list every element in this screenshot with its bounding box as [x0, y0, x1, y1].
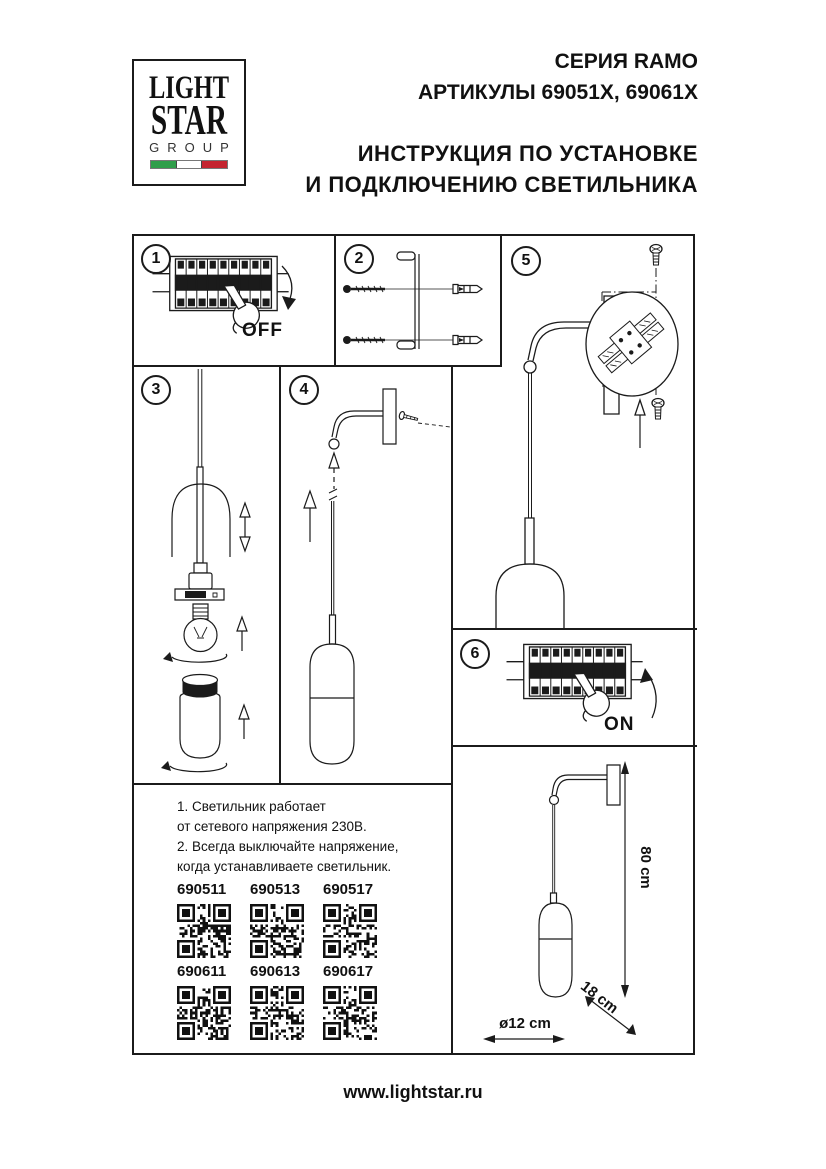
socket-cap — [194, 563, 207, 573]
article-number: 690611 — [177, 963, 227, 980]
instruction-title-line2: И ПОДКЛЮЧЕНИЮ СВЕТИЛЬНИКА — [305, 172, 698, 197]
screw-icon — [343, 336, 385, 344]
hanging-sketch — [280, 367, 452, 785]
lamp-stem — [553, 805, 555, 893]
light-bulb-icon — [184, 619, 217, 652]
screw-icon — [343, 285, 385, 293]
ball-joint — [329, 439, 339, 449]
up-arrow-icon — [304, 491, 316, 508]
qr-code — [323, 904, 377, 958]
step-4-panel-hanging — [280, 367, 452, 785]
capsule-shade — [310, 644, 354, 764]
circuit-breaker-icon — [153, 256, 289, 310]
wall-plate — [383, 389, 396, 444]
article-number: 690513 — [250, 881, 301, 898]
stem-connector — [330, 615, 336, 644]
note-line: 2. Всегда выключайте напряжение, — [177, 839, 399, 854]
step-5-panel-wall-mounting — [452, 236, 697, 630]
up-arrow-icon — [635, 400, 645, 415]
lamp-stem — [529, 373, 532, 518]
stem-connector — [551, 893, 557, 903]
logo-word-group: GROUP — [149, 140, 237, 155]
screw-icon — [399, 411, 419, 423]
socket-body — [189, 573, 212, 589]
up-down-arrow-icon — [240, 503, 250, 517]
suspension-cord — [198, 369, 202, 467]
qr-code — [323, 986, 377, 1040]
diameter-dimension: ø12 cm — [499, 1015, 551, 1032]
bracket-flange-top — [397, 252, 415, 260]
note-line: когда устанавливаете светильник. — [177, 859, 392, 874]
wall-plate — [607, 765, 620, 805]
diagram-grid — [132, 234, 695, 1055]
assembly-sketch — [134, 367, 280, 785]
cord-break-mark — [329, 489, 337, 500]
article-qr — [177, 881, 231, 958]
header-text — [305, 50, 698, 198]
step-6-panel-breaker-on — [452, 630, 697, 747]
flag-red — [202, 161, 227, 168]
article-qr — [177, 963, 231, 1040]
qr-code — [250, 904, 304, 958]
glass-cylinder — [180, 697, 220, 758]
step-number-badge: 2 — [344, 244, 374, 274]
article-qr — [250, 881, 304, 958]
qr-row-2 — [177, 963, 377, 1040]
up-arrow-icon — [329, 453, 339, 468]
qr-code — [177, 904, 231, 958]
step-1-panel-breaker-off — [134, 236, 335, 367]
notes-panel — [134, 785, 452, 1057]
stem-connector — [525, 518, 534, 564]
safety-notes — [177, 797, 398, 877]
lightstar-logo — [132, 59, 246, 186]
suspension-cord — [332, 501, 334, 615]
step-number-badge: 3 — [141, 375, 171, 405]
screw-icon — [650, 245, 662, 266]
note-line: от сетевого напряжения 230В. — [177, 819, 367, 834]
series-title: СЕРИЯ RAMO — [554, 50, 698, 73]
article-number: 690613 — [250, 963, 301, 980]
height-dimension: 80 cm — [636, 846, 654, 889]
italian-flag-icon — [150, 160, 228, 169]
lamp-arm — [552, 775, 607, 795]
on-label: ON — [604, 714, 635, 735]
ball-joint — [524, 361, 536, 373]
article-qr — [323, 881, 377, 958]
qr-row-1 — [177, 881, 377, 958]
qr-code — [250, 986, 304, 1040]
article-number: 690617 — [323, 963, 374, 980]
step-number-badge: 5 — [511, 246, 541, 276]
logo-word-light: LIGHT — [148, 70, 230, 106]
ball-joint — [550, 796, 559, 805]
dome-shade — [496, 564, 564, 628]
depth-dimension: 18 cm — [577, 977, 622, 1018]
up-arrow-icon — [239, 705, 249, 719]
leader-line — [418, 423, 450, 427]
article-number: 690511 — [177, 881, 227, 898]
step-number-badge: 4 — [289, 375, 319, 405]
article-qr — [250, 963, 304, 1040]
article-number: 690517 — [323, 881, 374, 898]
off-label: OFF — [242, 320, 283, 341]
articles-line: АРТИКУЛЫ 69051X, 69061X — [417, 81, 698, 104]
instruction-title-line1: ИНСТРУКЦИЯ ПО УСТАНОВКЕ — [357, 141, 698, 166]
screw-icon — [652, 399, 664, 420]
qr-code — [177, 986, 231, 1040]
step-3-panel-assembly — [134, 367, 280, 785]
rotate-arrow-icon — [172, 654, 227, 662]
flag-white — [176, 161, 203, 168]
dimensions-sketch — [452, 747, 697, 1057]
step-number-badge: 6 — [460, 639, 490, 669]
website-link: www.lightstar.ru — [343, 1082, 483, 1102]
bulb-base — [193, 604, 208, 619]
bracket-flange-bottom — [397, 341, 415, 349]
circuit-breaker-icon — [507, 644, 643, 698]
rotate-arrow-icon — [170, 763, 227, 772]
stem-rod — [197, 467, 203, 563]
up-arrow-icon — [237, 617, 247, 631]
logo-word-star: STAR — [150, 98, 228, 144]
step-number-badge: 1 — [141, 244, 171, 274]
note-line: 1. Светильник работает — [177, 799, 326, 814]
article-qr — [323, 963, 377, 1040]
capsule-shade — [539, 903, 572, 997]
dimensions-panel — [452, 747, 697, 1057]
flag-green — [151, 161, 176, 168]
wall-mounting-sketch — [452, 236, 697, 630]
